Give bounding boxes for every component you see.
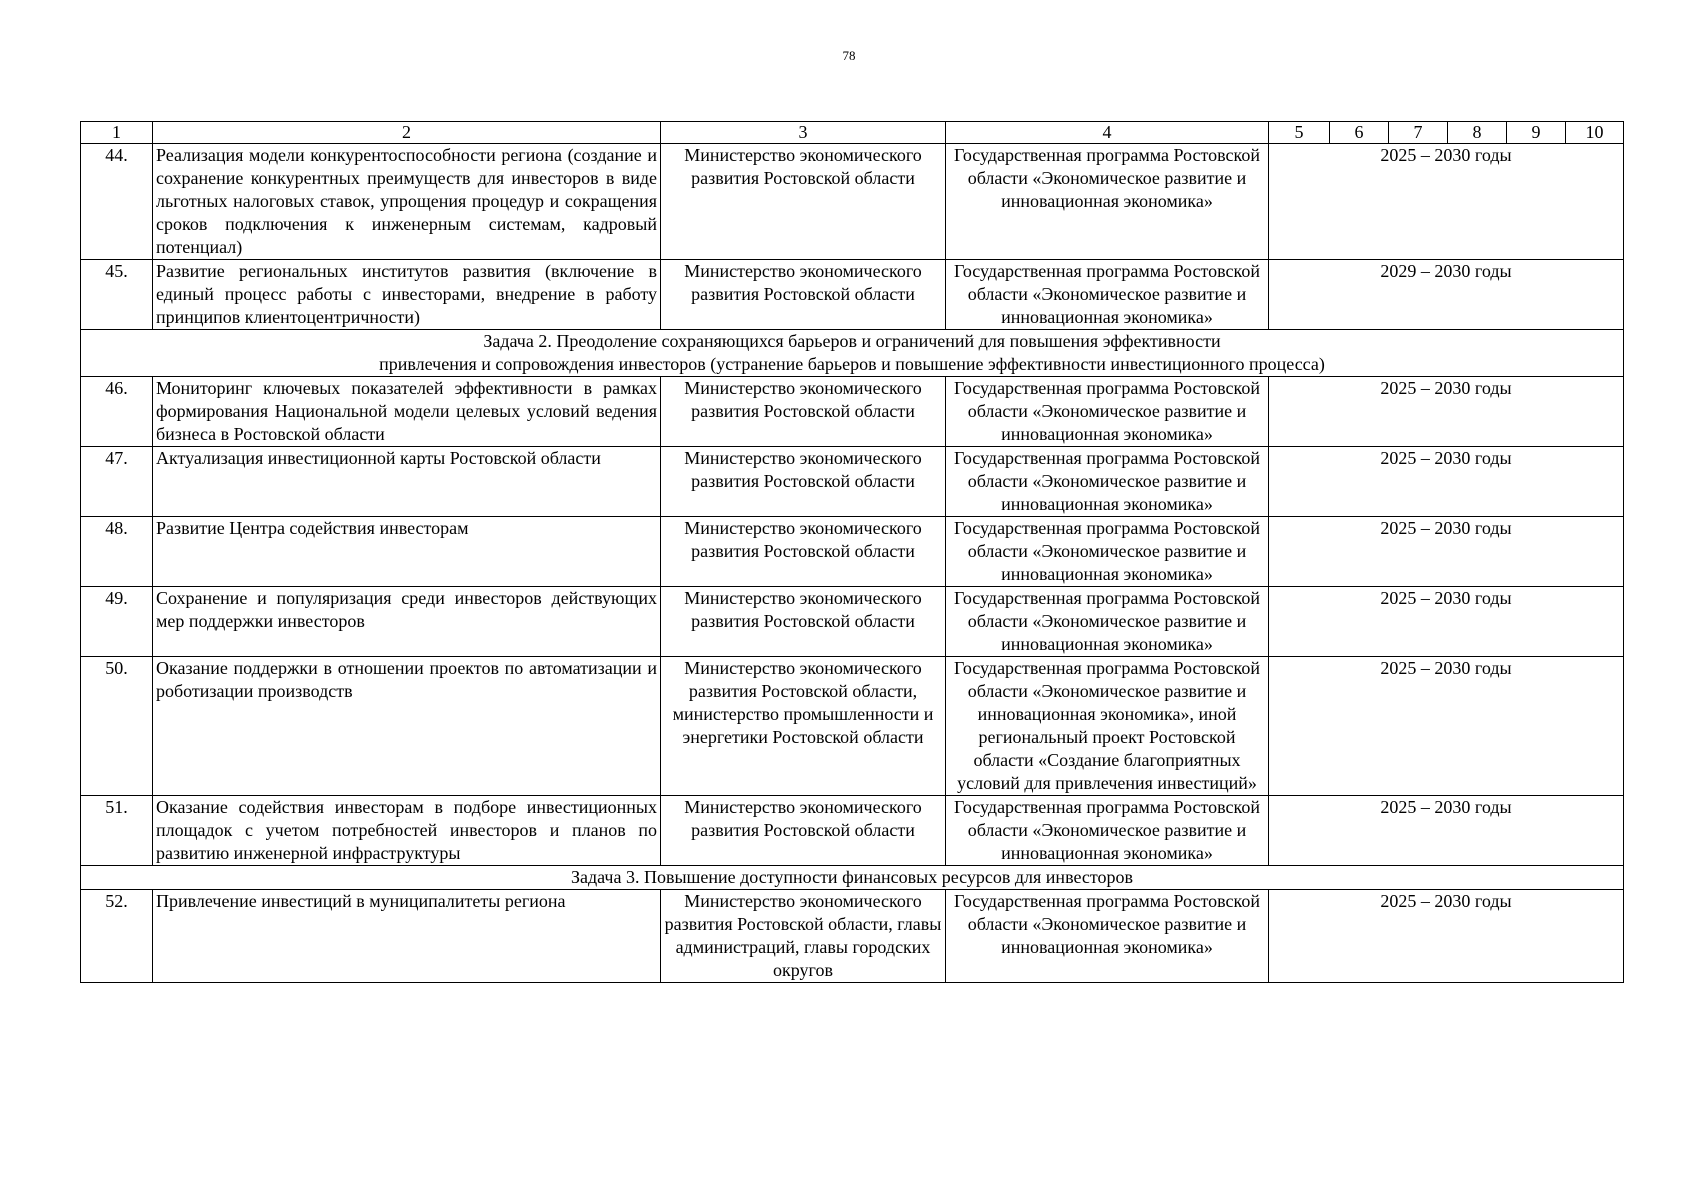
responsible-executor: Министерство экономического развития Ростовской области [661,587,946,657]
implementation-period: 2025 – 2030 годы [1269,587,1624,657]
measure-description: Оказание содействия инвесторам в подборе инвестиционных площадок с учетом потребностей инвесторов и планов по развитию инженерной инфраструктуры [153,796,661,866]
program-source: Государственная программа Ростовской области «Экономическое развитие и инновационная экономика» [946,144,1269,260]
measures-table [80,121,1624,983]
task-heading-line: Задача 2. Преодоление сохраняющихся барьеров и ограничений для повышения эффективности [483,331,1221,351]
responsible-executor: Министерство экономического развития Ростовской области [661,144,946,260]
responsible-executor: Министерство экономического развития Ростовской области [661,377,946,447]
responsible-executor: Министерство экономического развития Ростовской области, министерство промышленности и энергетики Ростовской области [661,657,946,796]
item-number: 46. [81,377,153,447]
table-row [81,796,1624,866]
task-heading [81,866,1624,890]
task-heading [81,330,1624,377]
task-heading-row [81,330,1624,377]
measure-description: Мониторинг ключевых показателей эффективности в рамках формирования Национальной модели целевых условий ведения бизнеса в Ростовской области [153,377,661,447]
header-cell: 8 [1448,122,1507,144]
responsible-executor: Министерство экономического развития Ростовской области, главы администраций, главы городских округов [661,890,946,983]
measure-description: Привлечение инвестиций в муниципалитеты региона [153,890,661,983]
task-heading-line: привлечения и сопровождения инвесторов (устранение барьеров и повышение эффективности инвестиционного процесса) [379,354,1325,374]
table-row [81,657,1624,796]
item-number: 51. [81,796,153,866]
header-cell: 7 [1389,122,1448,144]
page-number: 78 [842,48,856,63]
header-cell: 10 [1566,122,1624,144]
program-source: Государственная программа Ростовской области «Экономическое развитие и инновационная экономика» [946,890,1269,983]
header-cell: 3 [661,122,946,144]
program-source: Государственная программа Ростовской области «Экономическое развитие и инновационная экономика» [946,517,1269,587]
measure-description: Сохранение и популяризация среди инвесторов действующих мер поддержки инвесторов [153,587,661,657]
task-heading-line: Задача 3. Повышение доступности финансовых ресурсов для инвесторов [570,867,1134,887]
table-row [81,377,1624,447]
table-row [81,144,1624,260]
measure-description: Развитие Центра содействия инвесторам [153,517,661,587]
item-number: 48. [81,517,153,587]
implementation-period: 2025 – 2030 годы [1269,890,1624,983]
header-row [81,122,1624,144]
header-cell: 5 [1269,122,1330,144]
header-cell: 2 [153,122,661,144]
table-row [81,890,1624,983]
item-number: 47. [81,447,153,517]
item-number: 45. [81,260,153,330]
implementation-period: 2025 – 2030 годы [1269,377,1624,447]
table-row [81,447,1624,517]
program-source: Государственная программа Ростовской области «Экономическое развитие и инновационная экономика» [946,377,1269,447]
measure-description: Актуализация инвестиционной карты Ростовской области [153,447,661,517]
table-row [81,587,1624,657]
table-row [81,517,1624,587]
header-cell: 9 [1507,122,1566,144]
program-source: Государственная программа Ростовской области «Экономическое развитие и инновационная экономика», иной региональный проект Ростовской области «Создание благоприятных условий для привлечения инвестиций» [946,657,1269,796]
measure-description: Реализация модели конкурентоспособности региона (создание и сохранение конкурентных преимуществ для инвесторов в виде льготных налоговых ставок, упрощения процедур и сокращения сроков подключения к инженерным системам, кадровый потенциал) [153,144,661,260]
implementation-period: 2025 – 2030 годы [1269,447,1624,517]
program-source: Государственная программа Ростовской области «Экономическое развитие и инновационная экономика» [946,447,1269,517]
implementation-period: 2025 – 2030 годы [1269,657,1624,796]
implementation-period: 2025 – 2030 годы [1269,796,1624,866]
measure-description: Развитие региональных институтов развития (включение в единый процесс работы с инвесторами, внедрение в работу принципов клиентоцентричности) [153,260,661,330]
header-cell: 1 [81,122,153,144]
responsible-executor: Министерство экономического развития Ростовской области [661,517,946,587]
implementation-period: 2025 – 2030 годы [1269,144,1624,260]
table-row [81,260,1624,330]
item-number: 50. [81,657,153,796]
item-number: 49. [81,587,153,657]
item-number: 44. [81,144,153,260]
header-cell: 6 [1330,122,1389,144]
responsible-executor: Министерство экономического развития Ростовской области [661,260,946,330]
program-source: Государственная программа Ростовской области «Экономическое развитие и инновационная экономика» [946,796,1269,866]
responsible-executor: Министерство экономического развития Ростовской области [661,796,946,866]
header-cell: 4 [946,122,1269,144]
responsible-executor: Министерство экономического развития Ростовской области [661,447,946,517]
implementation-period: 2029 – 2030 годы [1269,260,1624,330]
task-heading-row [81,866,1624,890]
program-source: Государственная программа Ростовской области «Экономическое развитие и инновационная экономика» [946,587,1269,657]
implementation-period: 2025 – 2030 годы [1269,517,1624,587]
program-source: Государственная программа Ростовской области «Экономическое развитие и инновационная экономика» [946,260,1269,330]
measure-description: Оказание поддержки в отношении проектов по автоматизации и роботизации производств [153,657,661,796]
item-number: 52. [81,890,153,983]
